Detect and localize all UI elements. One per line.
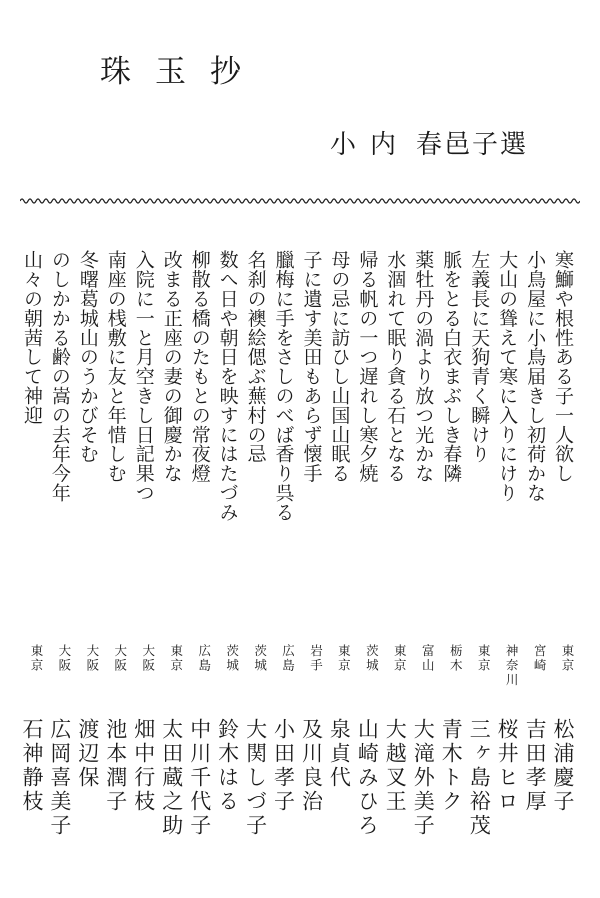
- author-place: 富山: [420, 644, 436, 673]
- author-place: 大阪: [84, 644, 100, 673]
- author-place: 栃木: [448, 644, 464, 673]
- haiku-line: 臘梅に手をさしのべば香り呉る: [272, 250, 295, 522]
- author-name: 広岡喜美子: [47, 718, 72, 838]
- author-name: 池本潤子: [103, 718, 128, 814]
- author-place: 神奈川: [504, 644, 520, 688]
- author-name: 鈴木はる: [215, 718, 240, 814]
- page-title: 珠玉抄: [100, 54, 265, 90]
- haiku-line: 柳散る橋のたもとの常夜燈: [188, 250, 211, 483]
- author-place: 岩手: [308, 644, 324, 673]
- author-place: 大阪: [56, 644, 72, 673]
- author-place: 東京: [560, 644, 575, 673]
- author-place: 東京: [29, 644, 44, 673]
- haiku-line: 改まる正座の妻の御慶かな: [160, 250, 183, 483]
- haiku-line: 寒鰤や根性ある子一人欲し: [552, 250, 574, 483]
- haiku-line: 南座の桟敷に友と年惜しむ: [104, 250, 127, 483]
- author-name: 泉貞代: [327, 718, 352, 790]
- author-name: 青木トク: [439, 718, 464, 814]
- author-place: 東京: [476, 644, 492, 673]
- selector-family-name: 小内: [330, 130, 411, 160]
- author-place: 茨城: [252, 644, 268, 673]
- haiku-line: 数へ日や朝日を映すにはたづみ: [216, 250, 239, 522]
- author-name: 渡辺保: [75, 718, 100, 790]
- author-place: 茨城: [364, 644, 380, 673]
- selector-name: [330, 128, 528, 162]
- haiku-line: 山々の朝茜して神迎: [21, 250, 43, 425]
- haiku-line: 冬曙葛城山のうかびそむ: [76, 250, 99, 464]
- selector-given-name: 春邑子選: [416, 130, 529, 160]
- author-name: 及川良治: [299, 718, 324, 814]
- author-name: 桜井ヒロ: [495, 718, 520, 814]
- author-place: 大阪: [140, 644, 156, 673]
- author-name: 石神静枝: [20, 718, 44, 814]
- author-name: 松浦慶子: [551, 718, 575, 814]
- haiku-line: 大山の聳えて寒に入りにけり: [496, 250, 519, 503]
- haiku-line: 脈をとる白衣まぶしき春隣: [440, 250, 463, 483]
- haiku-line: 帰る帆の一つ遅れし寒夕焼: [356, 250, 379, 483]
- author-name: 山崎みひろ: [355, 718, 380, 838]
- author-name: 太田蔵之助: [159, 718, 184, 838]
- haiku-line: のしかかる齢の嵩の去年今年: [48, 250, 71, 503]
- author-name: 大滝外美子: [411, 718, 436, 838]
- author-name: 小田孝子: [271, 718, 296, 814]
- haiku-line: 小鳥屋に小鳥届きし初荷かな: [524, 250, 547, 503]
- author-name: 中川千代子: [187, 718, 212, 838]
- author-place: 茨城: [224, 644, 240, 673]
- author-name: 三ヶ島裕茂: [467, 718, 492, 838]
- author-place: 東京: [168, 644, 184, 673]
- wavy-divider: [20, 196, 580, 206]
- haiku-line: 子に遺す美田もあらず懐手: [300, 250, 323, 483]
- author-place: 東京: [336, 644, 352, 673]
- author-place: 広島: [196, 644, 212, 673]
- author-place: 大阪: [112, 644, 128, 673]
- author-place: 東京: [392, 644, 408, 673]
- haiku-line: 水涸れて眠り貪る石となる: [384, 250, 407, 483]
- haiku-line: 左義長に天狗青く瞬けり: [468, 250, 491, 464]
- haiku-line: 薬牡丹の渦より放つ光かな: [412, 250, 435, 483]
- author-place: 広島: [280, 644, 296, 673]
- author-name: 大越叉王: [383, 718, 408, 814]
- haiku-line: 名刹の襖絵偲ぶ蕪村の忌: [244, 250, 267, 464]
- haiku-line: 入院に一と月空きし日記果つ: [132, 250, 155, 503]
- haiku-line: 母の忌に訪ひし山国山眠る: [328, 250, 351, 483]
- author-name: 大関しづ子: [243, 718, 268, 838]
- author-name: 畑中行枝: [131, 718, 156, 814]
- author-name: 吉田孝厚: [523, 718, 548, 814]
- author-place: 宮崎: [532, 644, 548, 673]
